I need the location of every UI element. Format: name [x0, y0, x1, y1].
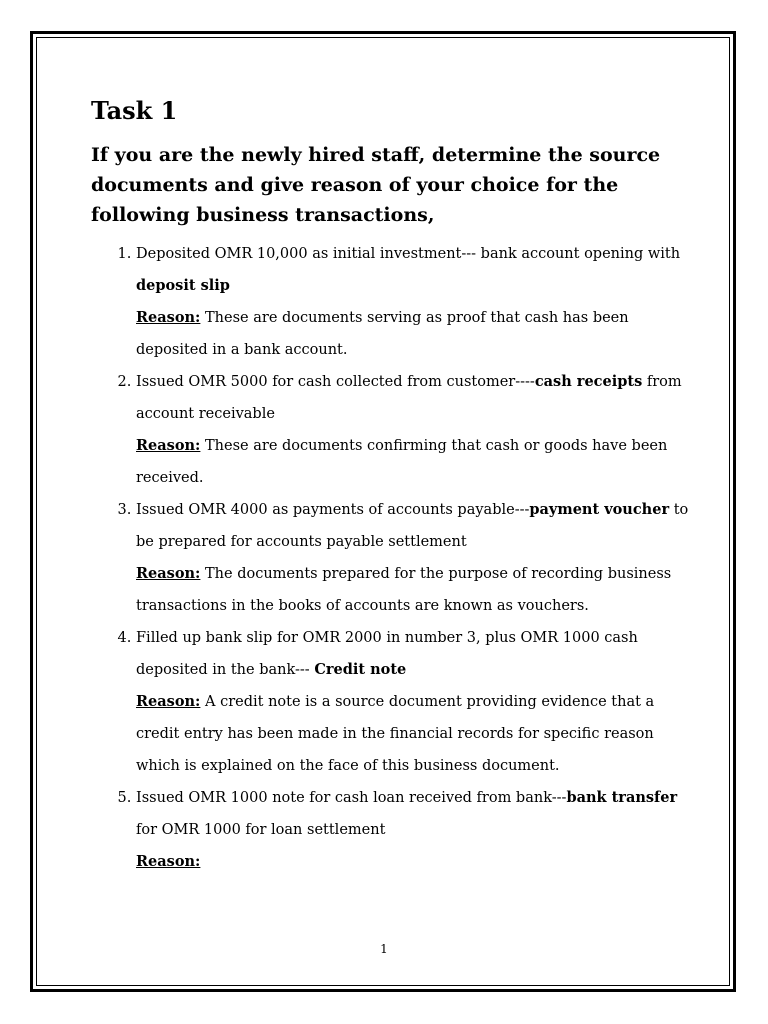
- transaction-text: 2. Issued OMR 5000 for cash collected from customer----cash receipts from account receivable: [136, 373, 682, 422]
- reason-text: Reason: These are documents serving as proof that cash has been deposited in a bank account.: [136, 309, 629, 358]
- transaction-text: 3. Issued OMR 4000 as payments of accounts payable---payment voucher to be prepared for accounts payable settlement: [136, 501, 689, 550]
- document-body: [91, 94, 691, 878]
- list-item: [136, 238, 691, 366]
- list-item: [136, 622, 691, 782]
- reason-text: Reason: These are documents confirming that cash or goods have been received.: [136, 437, 668, 486]
- source-document-name: Credit note: [314, 661, 407, 678]
- reason-label: Reason:: [136, 309, 201, 326]
- source-document-name: bank transfer: [566, 789, 678, 806]
- reason-label: Reason:: [136, 437, 201, 454]
- transaction-text: 1. Deposited OMR 10,000 as initial investment--- bank account opening with deposit slip: [136, 246, 681, 294]
- reason-label: Reason:: [136, 693, 201, 710]
- source-document-name: cash receipts: [534, 373, 643, 390]
- reason-text: [136, 846, 691, 878]
- transaction-text: 4. Filled up bank slip for OMR 2000 in number 3, plus OMR 1000 cash deposited in the bank--- Credit note: [136, 630, 638, 678]
- reason-text: Reason: A credit note is a source document providing evidence that a credit entry has been made in the financial records for specific reason which is explained on the face of this business document.: [136, 693, 655, 774]
- source-document-name: deposit slip: [136, 277, 230, 294]
- reason-label: Reason:: [136, 853, 201, 870]
- task-title: Task 1: [91, 96, 178, 125]
- list-item: [136, 494, 691, 622]
- transaction-text: 5. Issued OMR 1000 note for cash loan received from bank---bank transfer for OMR 1000 for loan settlement: [136, 789, 678, 838]
- list-item: [136, 782, 691, 878]
- page-number: 1: [380, 942, 388, 956]
- task-instructions: If you are the newly hired staff, determine the source documents and give reason of your choice for the following business transactions,: [91, 144, 661, 226]
- reason-text: Reason: The documents prepared for the purpose of recording business transactions in the books of accounts are known as vouchers.: [136, 565, 672, 614]
- list-item: [136, 366, 691, 494]
- reason-label: Reason:: [136, 565, 201, 582]
- source-document-name: payment voucher: [529, 501, 670, 518]
- transaction-list: [91, 238, 691, 878]
